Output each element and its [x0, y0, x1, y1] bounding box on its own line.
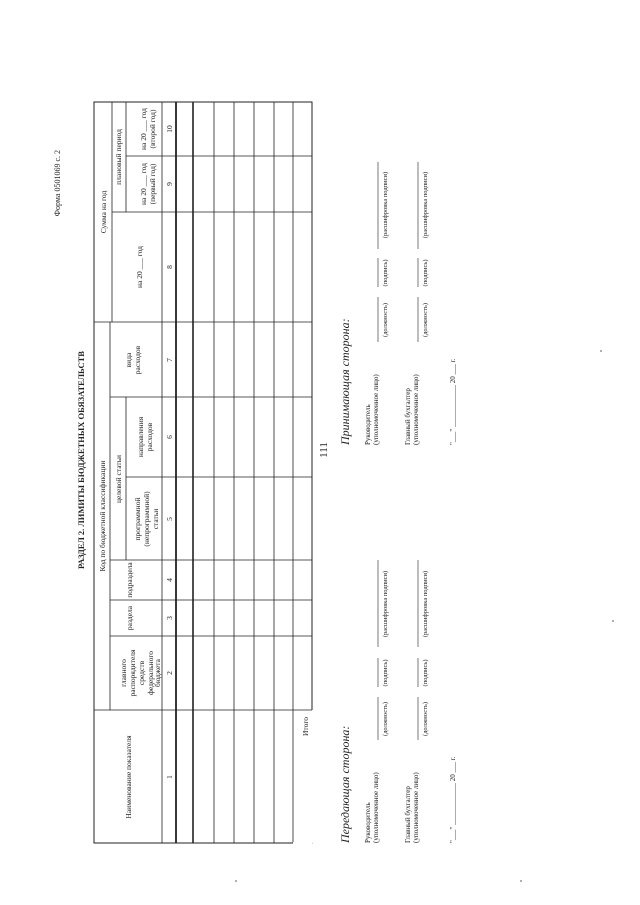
receiving-head-line-1: Руководитель	[364, 404, 372, 445]
receiving-accountant-line-2: (уполномоченное лицо)	[412, 374, 420, 445]
col-number: 1	[165, 775, 174, 779]
transferring-head-line-1: Руководитель	[364, 802, 372, 843]
receiving-position-hint-2: (должность)	[422, 302, 429, 338]
transferring-accountant-line-2: (уполномоченное лицо)	[412, 772, 420, 843]
col-name-header: Наименование показателя	[124, 735, 133, 819]
col-number: 5	[165, 517, 174, 521]
transferring-head-line-2: (уполномоченное лицо)	[372, 772, 380, 843]
total-label: Итого	[301, 717, 310, 736]
col-number: 2	[165, 671, 174, 675]
transferring-side	[338, 560, 457, 844]
transferring-signature-hint-2: (подпись)	[422, 659, 429, 687]
col-year-first-line-1: на 20 ___ год	[139, 163, 148, 205]
receiving-signature-hint: (подпись)	[382, 259, 389, 287]
col-number: 7	[165, 358, 174, 362]
transferring-position-hint: (должность)	[382, 701, 389, 737]
col-number: 6	[165, 435, 174, 439]
col-year-first-line-2: (первый год)	[148, 163, 157, 205]
receiving-signature-hint-2: (подпись)	[422, 259, 429, 287]
receiving-decode-hint: (расшифровка подписи)	[382, 171, 389, 239]
col-number: 10	[165, 125, 174, 133]
col-number: 9	[165, 182, 174, 186]
col-gl-line-1: главного	[119, 659, 128, 687]
col-gl-line-5: бюджета	[153, 659, 162, 687]
col-program-line-3: статьи	[151, 508, 160, 530]
page-number: 111	[318, 442, 330, 458]
transferring-date: "___" ____________ 20 ___ г.	[449, 756, 457, 843]
col-number: 8	[165, 265, 174, 269]
receiving-head-line-2: (уполномоченное лицо)	[372, 374, 380, 445]
col-year-second-line-2: (второй год)	[148, 109, 157, 149]
col-direction-line-2: расходов	[145, 422, 154, 452]
receiving-title: Принимающая сторона:	[338, 318, 352, 445]
col-podrazdel: подраздела	[125, 562, 134, 598]
col-program-line-2: (непрограммной)	[142, 491, 151, 547]
col-number: 4	[165, 578, 174, 582]
col-gl-line-4: федерального	[146, 651, 155, 695]
receiving-side	[338, 162, 457, 446]
col-direction-line-1: направления	[136, 416, 145, 458]
transferring-decode-hint-2: (расшифровка подписи)	[422, 570, 429, 638]
code-group-header: Код по бюджетной классификации	[98, 460, 107, 572]
col-year-second-line-1: на 20 ___ год	[139, 108, 148, 150]
plan-group-header: плановый период	[114, 129, 123, 185]
sum-group-header: Сумма на год	[99, 190, 108, 234]
limits-table	[94, 102, 312, 843]
col-gl-line-3: средств	[137, 660, 146, 686]
receiving-accountant-line-1: Главный бухгалтер	[404, 388, 412, 445]
col-number: 3	[165, 616, 174, 620]
section-title: РАЗДЕЛ 2. ЛИМИТЫ БЮДЖЕТНЫХ ОБЯЗАТЕЛЬСТВ	[76, 351, 86, 569]
transferring-accountant-line-1: Главный бухгалтер	[404, 786, 412, 843]
col-year-current: на 20 ___ год	[135, 246, 144, 288]
transferring-position-hint-2: (должность)	[422, 701, 429, 737]
col-gl-line-2: распорядителя	[128, 649, 137, 697]
transferring-signature-hint: (подпись)	[382, 659, 389, 687]
table-header	[98, 108, 162, 819]
form-label: Форма 0501069 с. 2	[53, 150, 62, 217]
target-group-header: целевой статьи	[114, 454, 123, 504]
col-razdel: раздела	[125, 605, 134, 631]
col-vid-line-1: вида	[124, 352, 133, 368]
receiving-decode-hint-2: (расшифровка подписи)	[422, 171, 429, 239]
col-vid-line-2: расходов	[133, 345, 142, 375]
col-program-line-1: программной	[133, 497, 142, 541]
receiving-date: "___" ____________ 20 ___ г.	[449, 358, 457, 445]
transferring-title: Передающая сторона:	[338, 725, 352, 843]
column-numbers-row	[165, 125, 174, 779]
receiving-position-hint: (должность)	[382, 302, 389, 338]
transferring-decode-hint: (расшифровка подписи)	[382, 570, 389, 638]
